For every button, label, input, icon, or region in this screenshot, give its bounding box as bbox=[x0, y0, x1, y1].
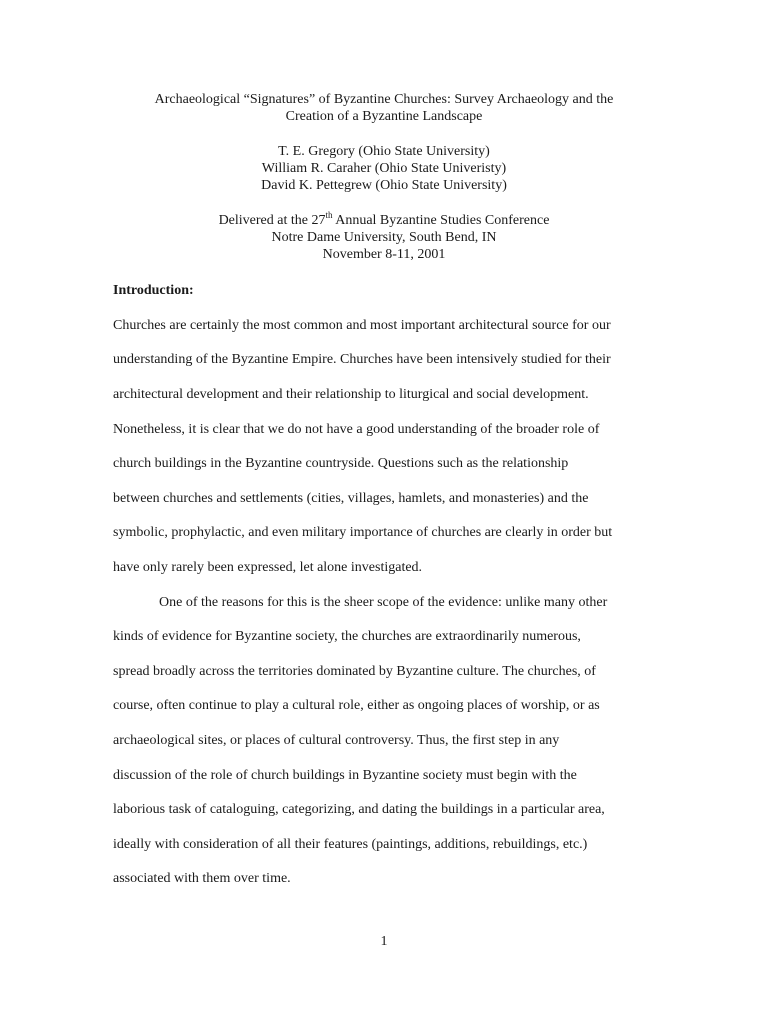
author-2: William R. Caraher (Ohio State Univeristy) bbox=[261, 161, 507, 176]
conference-prefix: Delivered at the 27 bbox=[218, 213, 326, 228]
paragraph-line: between churches and settlements (cities, villages, hamlets, and monasteries) and the bbox=[113, 491, 589, 506]
paragraph-line: have only rarely been expressed, let alone investigated. bbox=[113, 560, 423, 575]
paragraph-line: Churches are certainly the most common and most important architectural source for our bbox=[113, 318, 611, 333]
paragraph-line: associated with them over time. bbox=[113, 871, 291, 886]
paragraph-line: understanding of the Byzantine Empire. Churches have been intensively studied for their bbox=[113, 352, 611, 367]
paragraph-line: Nonetheless, it is clear that we do not have a good understanding of the broader role of bbox=[113, 422, 600, 437]
author-1: T. E. Gregory (Ohio State University) bbox=[278, 144, 490, 159]
section-heading: Introduction: bbox=[113, 283, 194, 298]
paragraph-line: spread broadly across the territories dominated by Byzantine culture. The churches, of bbox=[113, 664, 596, 679]
paragraph-line: discussion of the role of church buildings in Byzantine society must begin with the bbox=[113, 768, 577, 783]
author-list bbox=[0, 143, 768, 194]
paragraph-line: One of the reasons for this is the sheer scope of the evidence: unlike many other bbox=[159, 595, 608, 610]
conference-line-1 bbox=[0, 212, 768, 229]
paragraph-line: architectural development and their relationship to liturgical and social development. bbox=[113, 387, 589, 402]
conference-info bbox=[0, 212, 768, 263]
conference-venue: Notre Dame University, South Bend, IN bbox=[271, 230, 497, 245]
page-number: 1 bbox=[380, 934, 388, 949]
author-3: David K. Pettegrew (Ohio State University) bbox=[261, 178, 507, 193]
paragraph-line: course, often continue to play a cultural role, either as ongoing places of worship, or as bbox=[113, 698, 600, 713]
paragraph-line: church buildings in the Byzantine countryside. Questions such as the relationship bbox=[113, 456, 569, 471]
paragraph-line: ideally with consideration of all their features (paintings, additions, rebuildings, etc.) bbox=[113, 837, 588, 852]
paragraph-line: kinds of evidence for Byzantine society, the churches are extraordinarily numerous, bbox=[113, 629, 581, 644]
paragraph-line: archaeological sites, or places of cultural controversy. Thus, the first step in any bbox=[113, 733, 560, 748]
conference-suffix: Annual Byzantine Studies Conference bbox=[332, 213, 550, 228]
title-line-2: Creation of a Byzantine Landscape bbox=[285, 109, 483, 124]
paragraph-line: laborious task of cataloguing, categorizing, and dating the buildings in a particular area, bbox=[113, 802, 605, 817]
paper-title bbox=[0, 91, 768, 125]
title-line-1: Archaeological “Signatures” of Byzantine Churches: Survey Archaeology and the bbox=[154, 92, 614, 107]
ordinal-superscript: th bbox=[325, 210, 333, 220]
conference-date: November 8-11, 2001 bbox=[322, 247, 446, 262]
paragraph-line: symbolic, prophylactic, and even military importance of churches are clearly in order but bbox=[113, 525, 613, 540]
